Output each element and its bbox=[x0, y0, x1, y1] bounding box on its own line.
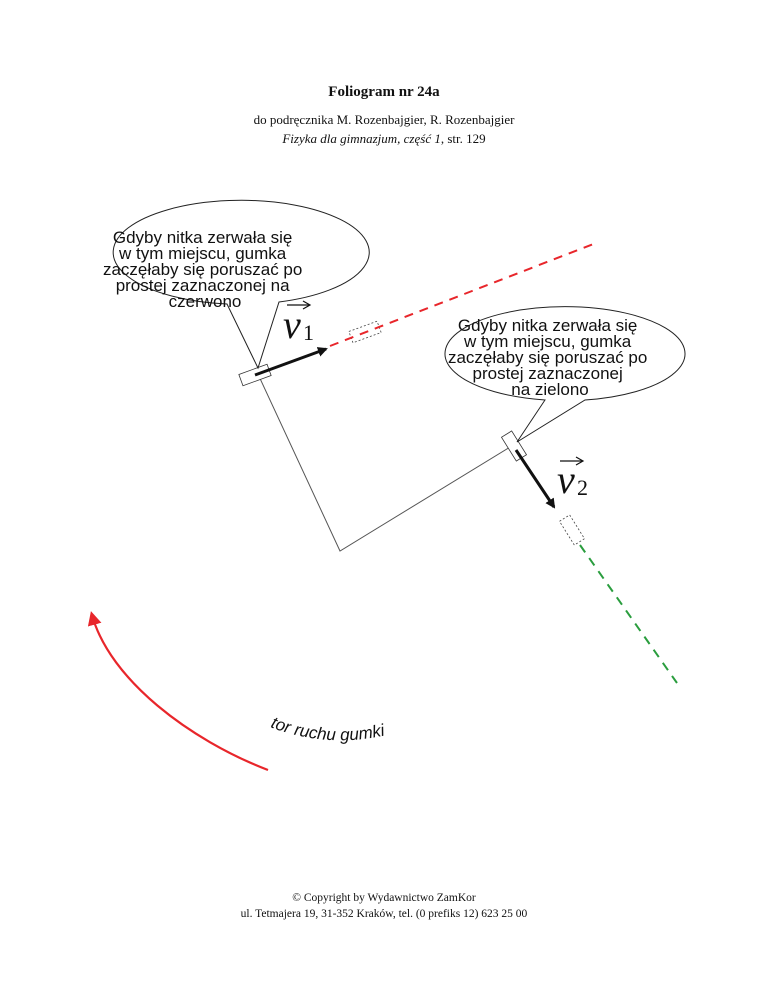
v2-symbol: v bbox=[557, 457, 575, 502]
publisher-address: ul. Tetmajera 19, 31-352 Kraków, tel. (0 prefiks 12) 623 25 00 bbox=[240, 908, 528, 920]
velocity-v2-arrow bbox=[516, 450, 554, 507]
motion-path-label-text: tor ruchu gumki bbox=[268, 712, 387, 745]
motion-path-arrow bbox=[92, 615, 268, 770]
copyright-line: © Copyright by Wydawnictwo ZamKor bbox=[292, 892, 476, 904]
v1-symbol: v bbox=[283, 302, 301, 347]
motion-path-label bbox=[269, 713, 388, 744]
page-title: Foliogram nr 24a bbox=[328, 84, 440, 100]
eraser-ghost-green bbox=[559, 515, 584, 545]
speech-bubble-red bbox=[103, 200, 369, 368]
v1-label bbox=[283, 301, 314, 347]
textbook-reference: do podręcznika M. Rozenbajgier, R. Rozenbajgier bbox=[253, 112, 515, 127]
speech-bubble-green bbox=[445, 307, 685, 442]
textbook-page: , str. 129 bbox=[440, 131, 486, 146]
v2-index: 2 bbox=[577, 475, 588, 500]
textbook-title: Fizyka dla gimnazjum, część 1 bbox=[282, 131, 441, 146]
speech-bubble-green-text: Gdyby nitka zerwała się w tym miejscu, gumka zaczęłaby się poruszać po prostej zaznaczonej na zielono bbox=[447, 316, 648, 399]
green-trajectory-line bbox=[580, 545, 677, 683]
velocity-v1-arrow bbox=[255, 349, 326, 375]
v1-index: 1 bbox=[303, 320, 314, 345]
speech-bubble-red-text: Gdyby nitka zerwała się w tym miejscu, gumka zaczęłaby się poruszać po prostej zaznaczonej na czerwono bbox=[102, 228, 303, 311]
thread-line bbox=[257, 372, 515, 551]
v2-label bbox=[557, 457, 588, 502]
